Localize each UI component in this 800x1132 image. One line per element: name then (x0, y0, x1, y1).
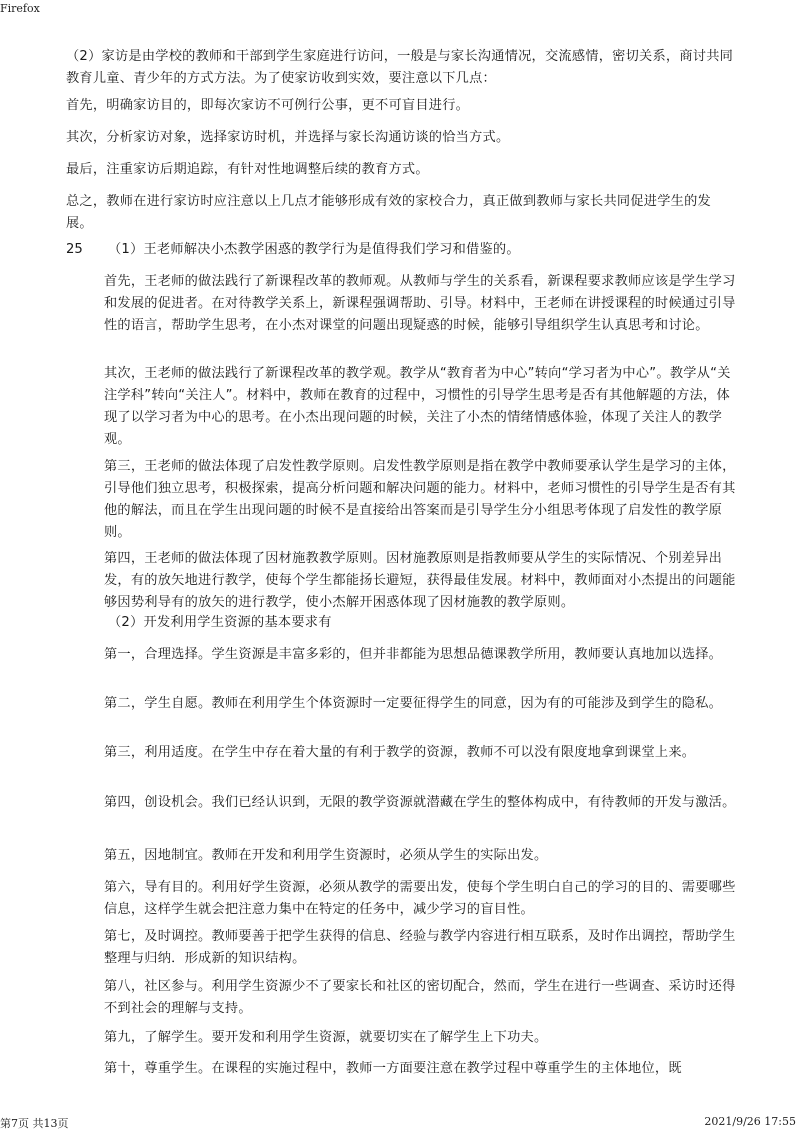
question-number: 25 (66, 242, 83, 257)
requirement-10: 第十，尊重学生。在课程的实施过程中，教师一方面要注意在教学过程中尊重学生的主体地位，既 (104, 1061, 682, 1076)
question-25-part-1-title: （1）王老师解决小杰教学困惑的教学行为是值得我们学习和借鉴的。 (108, 242, 520, 257)
requirement-2: 第二，学生自愿。教师在利用学生个体资源时一定要征得学生的同意，因为有的可能涉及到学生的隐私。 (104, 696, 723, 711)
paragraph-heuristic-principle: 第三，王老师的做法体现了启发性教学原则。启发性教学原则是指在教学中教师要承认学生是学习的主体，引导他们独立思考，积极探索，提高分析问题和解决问题的能力。材料中，老师习惯性的引导学生是否有其他的解法，而且在学生出现问题的时候不是直接给出答案而是引导学生分小组思考体现了启发性的教学原则。 (104, 459, 736, 540)
page-indicator: 第7页 共13页 (0, 1117, 69, 1130)
paragraph-teaching-view: 其次，王老师的做法践行了新课程改革的教学观。教学从“教育者为中心”转向“学习者为中心”。教学从“关注学科”转向“关注人”。材料中，教师在教育的过程中，习惯性的引导学生思考是否有其他解题的方法，体现了以学习者为中心的思考。在小杰出现问题的时候，关注了小杰的情绪情感体验，体现了关注人的教学观。 (104, 366, 731, 447)
paragraph-home-visit-last: 最后，注重家访后期追踪，有针对性地调整后续的教育方式。 (66, 162, 429, 177)
paragraph-individualized-principle: 第四，王老师的做法体现了因材施教教学原则。因材施教原则是指教师要从学生的实际情况、个别差异出发，有的放矢地进行教学，使每个学生都能扬长避短，获得最佳发展。材料中，教师面对小杰提出的问题能够因势利导有的放矢的进行教学，使小杰解开困惑体现了因材施教的教学原则。 (104, 551, 736, 610)
paragraph-home-visit-first: 首先，明确家访目的，即每次家访不可例行公事，更不可盲目进行。 (66, 98, 470, 113)
paragraph-home-visit-second: 其次，分析家访对象，选择家访时机，并选择与家长沟通访谈的恰当方式。 (66, 130, 510, 145)
requirement-3: 第三，利用适度。在学生中存在着大量的有利于教学的资源，教师不可以没有限度地拿到课堂上来。 (104, 745, 696, 760)
question-25-part-2-title: （2）开发利用学生资源的基本要求有 (108, 615, 332, 630)
requirement-5: 第五，因地制宜。教师在开发和利用学生资源时，必须从学生的实际出发。 (104, 848, 548, 863)
requirement-1: 第一，合理选择。学生资源是丰富多彩的，但并非都能为思想品德课教学所用，教师要认真地加以选择。 (104, 647, 723, 662)
requirement-4: 第四，创设机会。我们已经认识到，无限的教学资源就潜藏在学生的整体构成中，有待教师的开发与激活。 (104, 795, 736, 810)
paragraph-teacher-view: 首先，王老师的做法践行了新课程改革的教师观。从教师与学生的关系看，新课程要求教师应该是学生学习和发展的促进者。在对待教学关系上，新课程强调帮助、引导。材料中，王老师在讲授课程的时候通过引导性的语言，帮助学生思考，在小杰对课堂的问题出现疑惑的时候，能够引导组织学生认真思考和讨论。 (104, 274, 736, 333)
requirement-9: 第九，了解学生。要开发和利用学生资源，就要切实在了解学生上下功夫。 (104, 1030, 548, 1045)
paragraph-home-visit-summary: 总之，教师在进行家访时应注意以上几点才能够形成有效的家校合力，真正做到教师与家长共同促进学生的发展。 (66, 194, 711, 231)
print-datetime: 2021/9/26 17:55 (704, 1115, 796, 1128)
browser-title: Firefox (0, 2, 40, 15)
requirement-7: 第七，及时调控。教师要善于把学生获得的信息、经验与教学内容进行相互联系，及时作出调控，帮助学生整理与归纳．形成新的知识结构。 (104, 929, 736, 966)
paragraph-home-visit-intro: （2）家访是由学校的教师和干部到学生家庭进行访问，一般是与家长沟通情况，交流感情，密切关系，商讨共同教育儿童、青少年的方式方法。为了使家访收到实效，要注意以下几点： (66, 49, 734, 86)
requirement-6: 第六，导有目的。利用好学生资源，必须从教学的需要出发，使每个学生明白自己的学习的目的、需要哪些信息，这样学生就会把注意力集中在特定的任务中，减少学习的盲目性。 (104, 880, 736, 917)
requirement-8: 第八，社区参与。利用学生资源少不了要家长和社区的密切配合，然而，学生在进行一些调查、采访时还得不到社会的理解与支持。 (104, 979, 736, 1016)
